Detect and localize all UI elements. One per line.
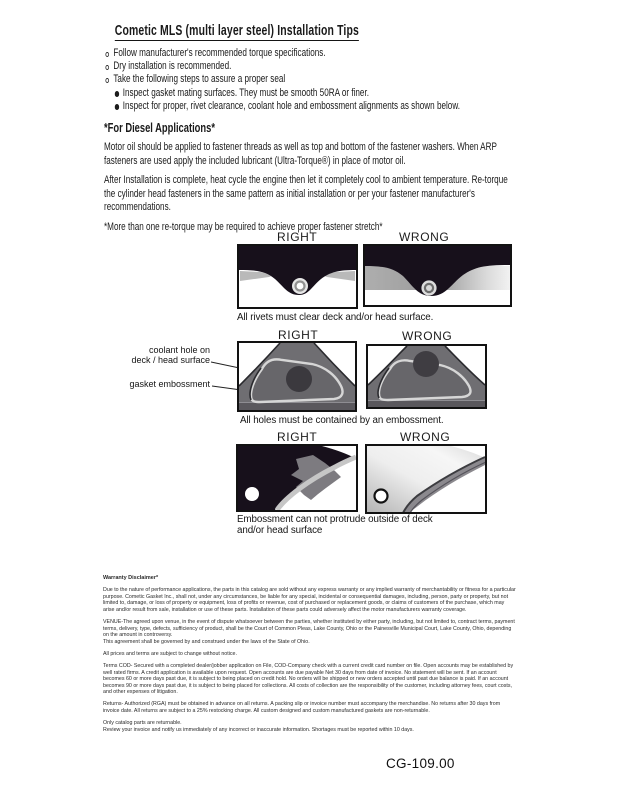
hole-embossment-wrong-diagram xyxy=(366,344,487,409)
warranty-catalog-parts-lines: Only catalog parts are returnable. Review your invoice and notify us immediately of any incorrect or inaccurate information. Shortages must be reported within 10 days. xyxy=(103,720,414,733)
tip-text: Follow manufacturer's recommended torque specifications. xyxy=(113,47,326,59)
page-title: Cometic MLS (multi layer steel) Installation Tips xyxy=(114,23,359,39)
list-item xyxy=(113,87,523,100)
installation-tips-list xyxy=(104,47,523,113)
tip-text: Take the following steps to assure a proper seal xyxy=(113,73,286,86)
wrong-label: WRONG xyxy=(400,430,451,444)
embossment-caption: Embossment can not protrude outside of deck and/or head surface xyxy=(237,514,433,536)
rivet-clearance-right-diagram xyxy=(237,244,358,309)
list-item xyxy=(104,73,523,86)
right-label: RIGHT xyxy=(278,328,319,342)
tip-text: Inspect for proper, rivet clearance, coolant hole and embossment alignments as shown below. xyxy=(122,99,461,112)
wrong-label: WRONG xyxy=(399,230,450,244)
list-item xyxy=(113,100,523,113)
warranty-liability-paragraph: Due to the nature of performance applications, the parts in this catalog are sold without any express warranty or any implied warranty of merchantability or fitness for a particular purpose. Cometic Gasket Inc., shall not, under any circumstances, be liable for any special, incidental or consequential damages, including, person, party or property, but not limited to, damage, or loss of property or equipment, loss of profits or revenue, cost of purchased or replacement goods, or claims of customers of the purchase, which may arise and/or result from sale, installation or use of these parts. Installation of these parts could adversely affect the motor manufacturers warranty coverage. xyxy=(103,587,516,613)
installation-tips-section xyxy=(104,22,523,234)
warranty-heading: Warranty Disclaimer* xyxy=(103,575,159,581)
right-label: RIGHT xyxy=(277,430,318,444)
embossment-protrusion-wrong-diagram xyxy=(365,444,487,514)
filled-bullet-icon xyxy=(115,91,119,97)
warranty-disclaimer-section xyxy=(103,575,517,739)
right-label: RIGHT xyxy=(277,230,318,244)
gasket-embossment-label: gasket embossment xyxy=(129,379,210,389)
warranty-venue-paragraph: VENUE-The agreed upon venue, in the event of dispute whatsoever between the parties, whether instituted by either party, including, but not limited to, contract terms, payment terms, delivery, type, defects, sufficiency of product, shall be the Court of Common Pleas, Lake County, Ohio or the Painesville Municipal Court, Lake County, Ohio, depending on the amount in controversy. This agreement shall be governed by and construed under the laws of the State of Ohio. xyxy=(103,618,515,645)
coolant-hole-label: coolant hole on deck / head surface xyxy=(131,345,210,365)
tip-text: Inspect gasket mating surfaces. They must be smooth 50RA or finer. xyxy=(122,86,369,99)
filled-bullet-icon xyxy=(115,104,119,110)
hole-embossment-right-diagram xyxy=(237,341,357,412)
rivet-caption: All rivets must clear deck and/or head surface. xyxy=(237,312,434,323)
retorque-note: *More than one re-torque may be required to achieve proper fastener stretch* xyxy=(104,220,383,233)
motor-oil-paragraph: Motor oil should be applied to fastener threads as well as top and bottom of the fastener washers. When ARP fasteners are used apply the included lubricant (Ultra-Torque®) in place of motor oil. xyxy=(104,141,497,167)
rivet-clearance-wrong-diagram xyxy=(363,244,512,307)
list-item xyxy=(104,60,523,73)
warranty-returns-paragraph: Returns- Authorized (RGA) must be obtained in advance on all returns. A packing slip or invoice number must accompany the merchandise. No returns after 30 days from invoice date. All returns are subject to a 25% restocking charge. All custom designed and custom manufactured gaskets are non-returnable. xyxy=(103,701,501,714)
embossment-protrusion-right-diagram xyxy=(236,444,358,512)
holes-caption: All holes must be contained by an embossment. xyxy=(240,415,444,426)
list-item xyxy=(104,47,523,60)
open-bullet-icon xyxy=(105,78,109,83)
retorque-paragraph: After Installation is complete, heat cycle the engine then let it completely cool to ambient temperature. Re-torque the cylinder head fasteners in the same pattern as initial installation or per your fastener manufacturer's recommendations. xyxy=(104,174,508,214)
warranty-prices-line: All prices and terms are subject to change without notice. xyxy=(103,650,237,657)
open-bullet-icon xyxy=(105,52,109,57)
diesel-applications-heading: *For Diesel Applications* xyxy=(104,120,215,136)
open-bullet-icon xyxy=(105,65,109,70)
warranty-terms-paragraph: Terms COD- Secured with a completed dealer/jobber application on File, COD-Company check with a current credit card number on file. Open accounts may be established by well rated firms. A credit application is available upon request. Open accounts are due payable Net 30 days from date of invoice. No statement will be sent. If an account becomes 60 or more days past due, it is subject to being placed on credit hold. No orders will be shipped or new orders accepted until past due balance is paid. If an account becomes 90 or more days past due, it is subject to being placed for collections. All costs of collection are the responsibility of the customer, including attorney fees, court costs, and other expenses of litigation. xyxy=(103,662,514,696)
tip-text: Dry installation is recommended. xyxy=(113,60,232,73)
page-code: CG-109.00 xyxy=(386,756,455,771)
wrong-label: WRONG xyxy=(402,329,453,343)
